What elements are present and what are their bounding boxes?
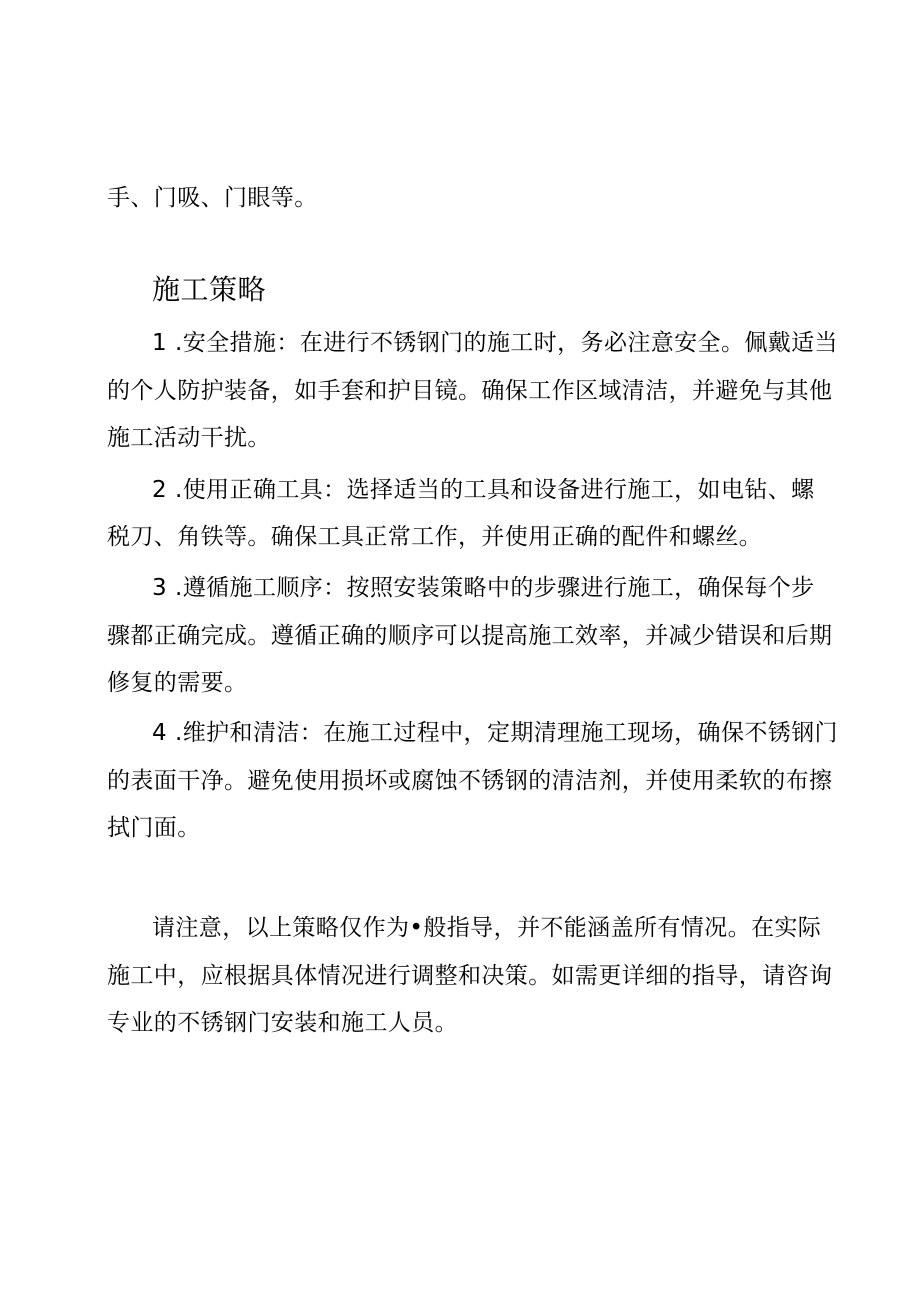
- item-2-line-1: [152, 475, 815, 505]
- item-2-number: 2: [152, 477, 168, 503]
- item-1-line-3: 施工活动干扰。: [107, 425, 271, 451]
- item-2-line-2: 税刀、角铁等。确保工具正常工作，并使用正确的配件和螺丝。: [107, 524, 763, 550]
- item-3-line-3: 修复的需要。: [107, 670, 248, 696]
- item-1-line-2: 的个人防护装备，如手套和护目镜。确保工作区域清洁，并避免与其他: [107, 378, 833, 404]
- item-1-number: 1: [152, 330, 168, 356]
- intro-tail-text: 手、门吸、门眼等。: [107, 185, 318, 211]
- item-3-text-1: .遵循施工顺序：按照安装策略中的步骤进行施工，确保每个步: [175, 575, 815, 601]
- note-line-3: 专业的不锈钢门安装和施工人员。: [107, 1010, 458, 1036]
- item-4-line-2: 的表面干净。避免使用损坏或腐蚀不锈钢的清洁剂，并使用柔软的布擦: [107, 768, 833, 794]
- note-line-1: 请注意，以上策略仅作为•般指导，并不能涵盖所有情况。在实际: [152, 915, 822, 941]
- item-4-number: 4: [152, 720, 168, 746]
- item-4-line-3: 拭门面。: [107, 815, 201, 841]
- item-3-number: 3: [152, 575, 168, 601]
- item-1-text-1: .安全措施：在进行不锈钢门的施工时，务必注意安全。佩戴适当: [175, 330, 838, 356]
- item-4-text-1: .维护和清洁：在施工过程中，定期清理施工现场，确保不锈钢门: [175, 720, 838, 746]
- note-line-2: 施工中，应根据具体情况进行调整和决策。如需更详细的指导，请咨询: [107, 963, 833, 989]
- item-3-line-1: [152, 573, 815, 603]
- item-3-line-2: 骤都正确完成。遵循正确的顺序可以提高施工效率，并减少错误和后期: [107, 623, 833, 649]
- item-4-line-1: [152, 718, 838, 748]
- section-title: 施工策略: [152, 273, 267, 306]
- item-2-text-1: .使用正确工具：选择适当的工具和设备进行施工，如电钻、螺: [175, 477, 815, 503]
- item-1-line-1: [152, 328, 838, 358]
